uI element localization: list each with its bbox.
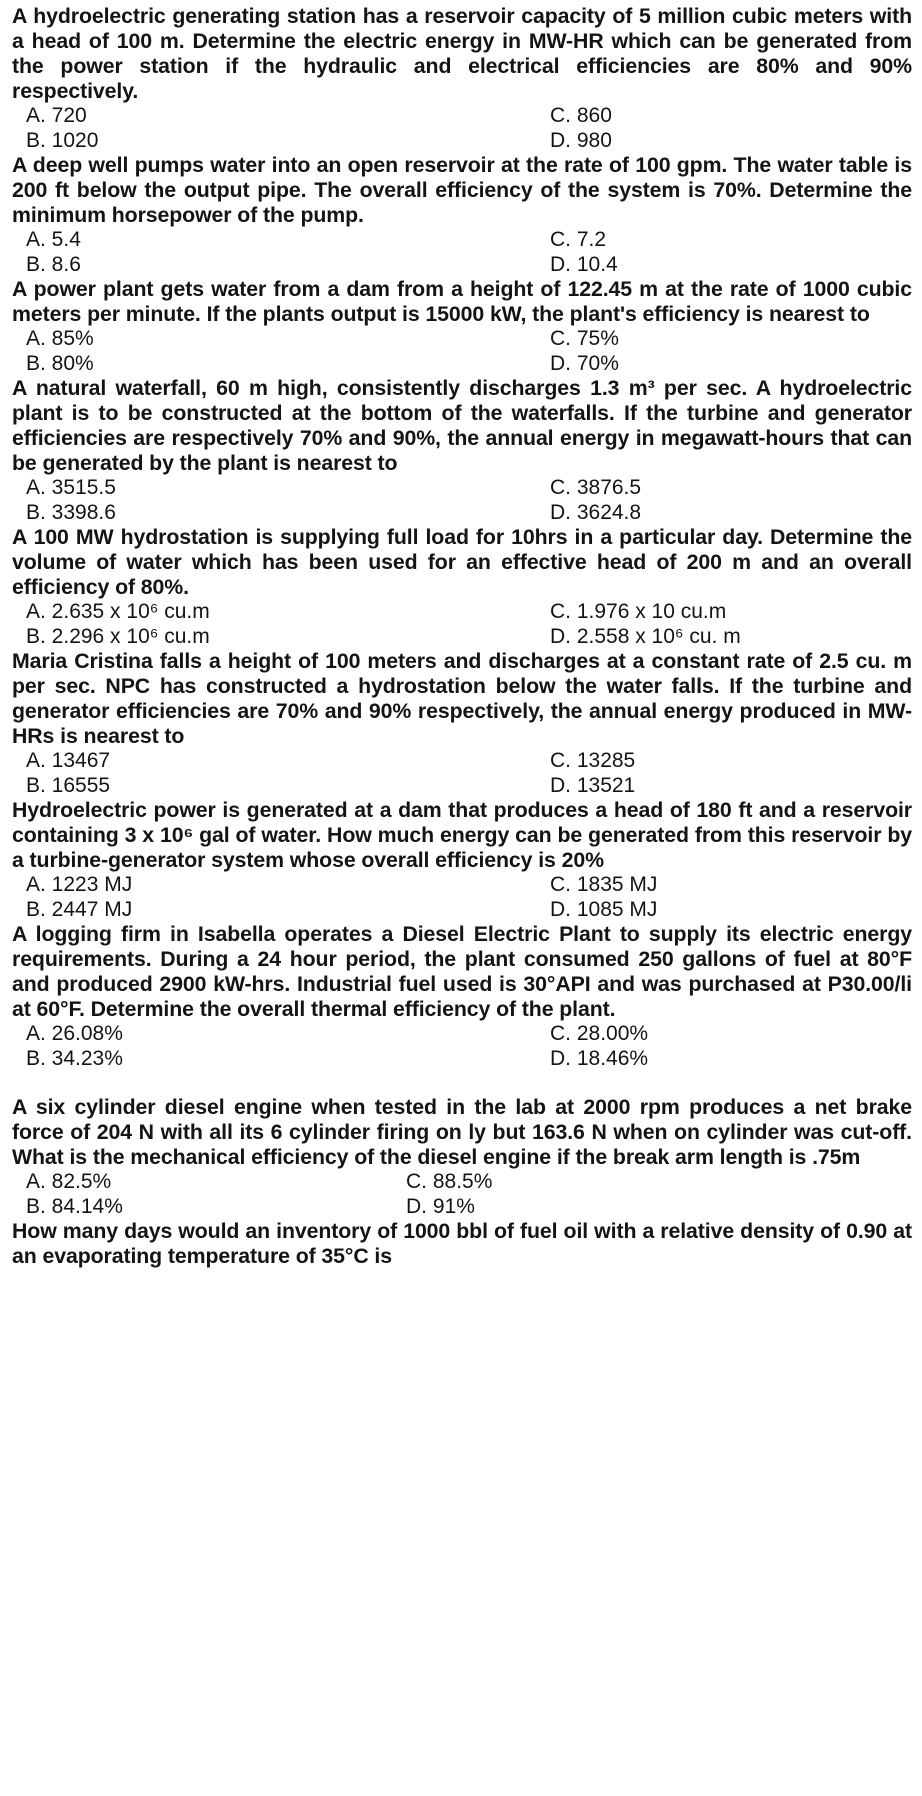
- choice-d: D. 13521: [550, 773, 636, 797]
- choice-a: A. 2.635 x 10⁶ cu.m: [26, 600, 210, 623]
- choice-d: D. 10.4: [550, 252, 618, 276]
- question-stem: Maria Cristina falls a height of 100 meters and discharges at a constant rate of 2.5 cu. m per sec. NPC has constructed a hydrostation below the water falls. If the turbine and generator efficiencies are 70% and 90% respectively, the annual energy produced in MW-HRs is nearest to: [12, 649, 912, 748]
- choice-list: [12, 228, 912, 277]
- choice-c: C. 3876.5: [550, 476, 642, 499]
- choice-a: A. 85%: [26, 327, 94, 350]
- question-8: [12, 922, 912, 1071]
- question-stem: Hydroelectric power is generated at a dam that produces a head of 180 ft and a reservoir containing 3 x 10⁶ gal of water. How much energy can be generated from this reservoir by a turbine-generator system whose overall efficiency is 20%: [12, 798, 912, 872]
- choice-list: [12, 476, 912, 525]
- choice-c: C. 88.5%: [406, 1170, 493, 1193]
- choice-c: C. 13285: [550, 749, 636, 772]
- spacer: [12, 1071, 912, 1095]
- choice-d: D. 18.46%: [550, 1046, 649, 1070]
- choice-c: C. 28.00%: [550, 1022, 649, 1045]
- choice-a: A. 3515.5: [26, 476, 116, 499]
- choice-b: B. 16555: [26, 773, 111, 797]
- question-stem: A power plant gets water from a dam from a height of 122.45 m at the rate of 1000 cubic meters per minute. If the plants output is 15000 kW, the plant's efficiency is nearest to: [12, 277, 912, 326]
- choice-d: D. 980: [550, 128, 612, 152]
- choice-b: B. 2447 MJ: [26, 897, 133, 921]
- choice-c: C. 1835 MJ: [550, 873, 658, 896]
- choice-list: [12, 327, 912, 376]
- question-stem: How many days would an inventory of 1000 bbl of fuel oil with a relative density of 0.90 at an evaporating temperature of 35°C is: [12, 1219, 912, 1268]
- question-stem: A logging firm in Isabella operates a Diesel Electric Plant to supply its electric energy requirements. During a 24 hour period, the plant consumed 250 gallons of fuel at 80°F and produced 2900 kW-hrs. Industrial fuel used is 30°API and was purchased at P30.00/li at 60°F. Determine the overall thermal efficiency of the plant.: [12, 922, 912, 1021]
- choice-b: B. 84.14%: [26, 1194, 123, 1218]
- choice-a: A. 82.5%: [26, 1170, 112, 1193]
- choice-d: D. 2.558 x 10⁶ cu. m: [550, 624, 741, 648]
- choice-d: D. 1085 MJ: [550, 897, 658, 921]
- choice-a: A. 5.4: [26, 228, 81, 251]
- choice-a: A. 1223 MJ: [26, 873, 133, 896]
- question-3: [12, 277, 912, 376]
- question-6: [12, 649, 912, 798]
- choice-d: D. 70%: [550, 351, 619, 375]
- question-stem: A deep well pumps water into an open reservoir at the rate of 100 gpm. The water table is 200 ft below the output pipe. The overall efficiency of the system is 70%. Determine the minimum horsepower of the pump.: [12, 153, 912, 227]
- choice-list: [12, 1170, 912, 1219]
- choice-c: C. 75%: [550, 327, 619, 350]
- choice-a: A. 26.08%: [26, 1022, 123, 1045]
- question-1: [12, 4, 912, 153]
- question-stem: A hydroelectric generating station has a reservoir capacity of 5 million cubic meters with a head of 100 m. Determine the electric energy in MW-HR which can be generated from the power station if the hydraulic and electrical efficiencies are 80% and 90% respectively.: [12, 4, 912, 103]
- choice-list: [12, 749, 912, 798]
- choice-c: C. 860: [550, 104, 612, 127]
- question-10: [12, 1219, 912, 1269]
- choice-b: B. 2.296 x 10⁶ cu.m: [26, 624, 210, 648]
- choice-b: B. 8.6: [26, 252, 81, 276]
- choice-b: B. 34.23%: [26, 1046, 123, 1070]
- choice-b: B. 80%: [26, 351, 94, 375]
- question-stem: A natural waterfall, 60 m high, consistently discharges 1.3 m³ per sec. A hydroelectric plant is to be constructed at the bottom of the waterfalls. If the turbine and generator efficiencies are respectively 70% and 90%, the annual energy in megawatt-hours that can be generated by the plant is nearest to: [12, 376, 912, 475]
- question-9: [12, 1095, 912, 1219]
- question-7: [12, 798, 912, 922]
- question-5: [12, 525, 912, 649]
- question-stem: A 100 MW hydrostation is supplying full load for 10hrs in a particular day. Determine the volume of water which has been used for an effective head of 200 m and an overall efficiency of 80%.: [12, 525, 912, 599]
- choice-list: [12, 104, 912, 153]
- question-stem: A six cylinder diesel engine when tested in the lab at 2000 rpm produces a net brake force of 204 N with all its 6 cylinder firing on ly but 163.6 N when on cylinder was cut-off. What is the mechanical efficiency of the diesel engine if the break arm length is .75m: [12, 1095, 912, 1169]
- choice-c: C. 1.976 x 10 cu.m: [550, 600, 727, 623]
- choice-b: B. 1020: [26, 128, 99, 152]
- choice-b: B. 3398.6: [26, 500, 116, 524]
- choice-list: [12, 1022, 912, 1071]
- choice-a: A. 13467: [26, 749, 111, 772]
- question-4: [12, 376, 912, 525]
- question-2: [12, 153, 912, 277]
- choice-d: D. 3624.8: [550, 500, 642, 524]
- choice-d: D. 91%: [406, 1194, 475, 1218]
- choice-list: [12, 600, 912, 649]
- choice-a: A. 720: [26, 104, 87, 127]
- choice-c: C. 7.2: [550, 228, 607, 251]
- choice-list: [12, 873, 912, 922]
